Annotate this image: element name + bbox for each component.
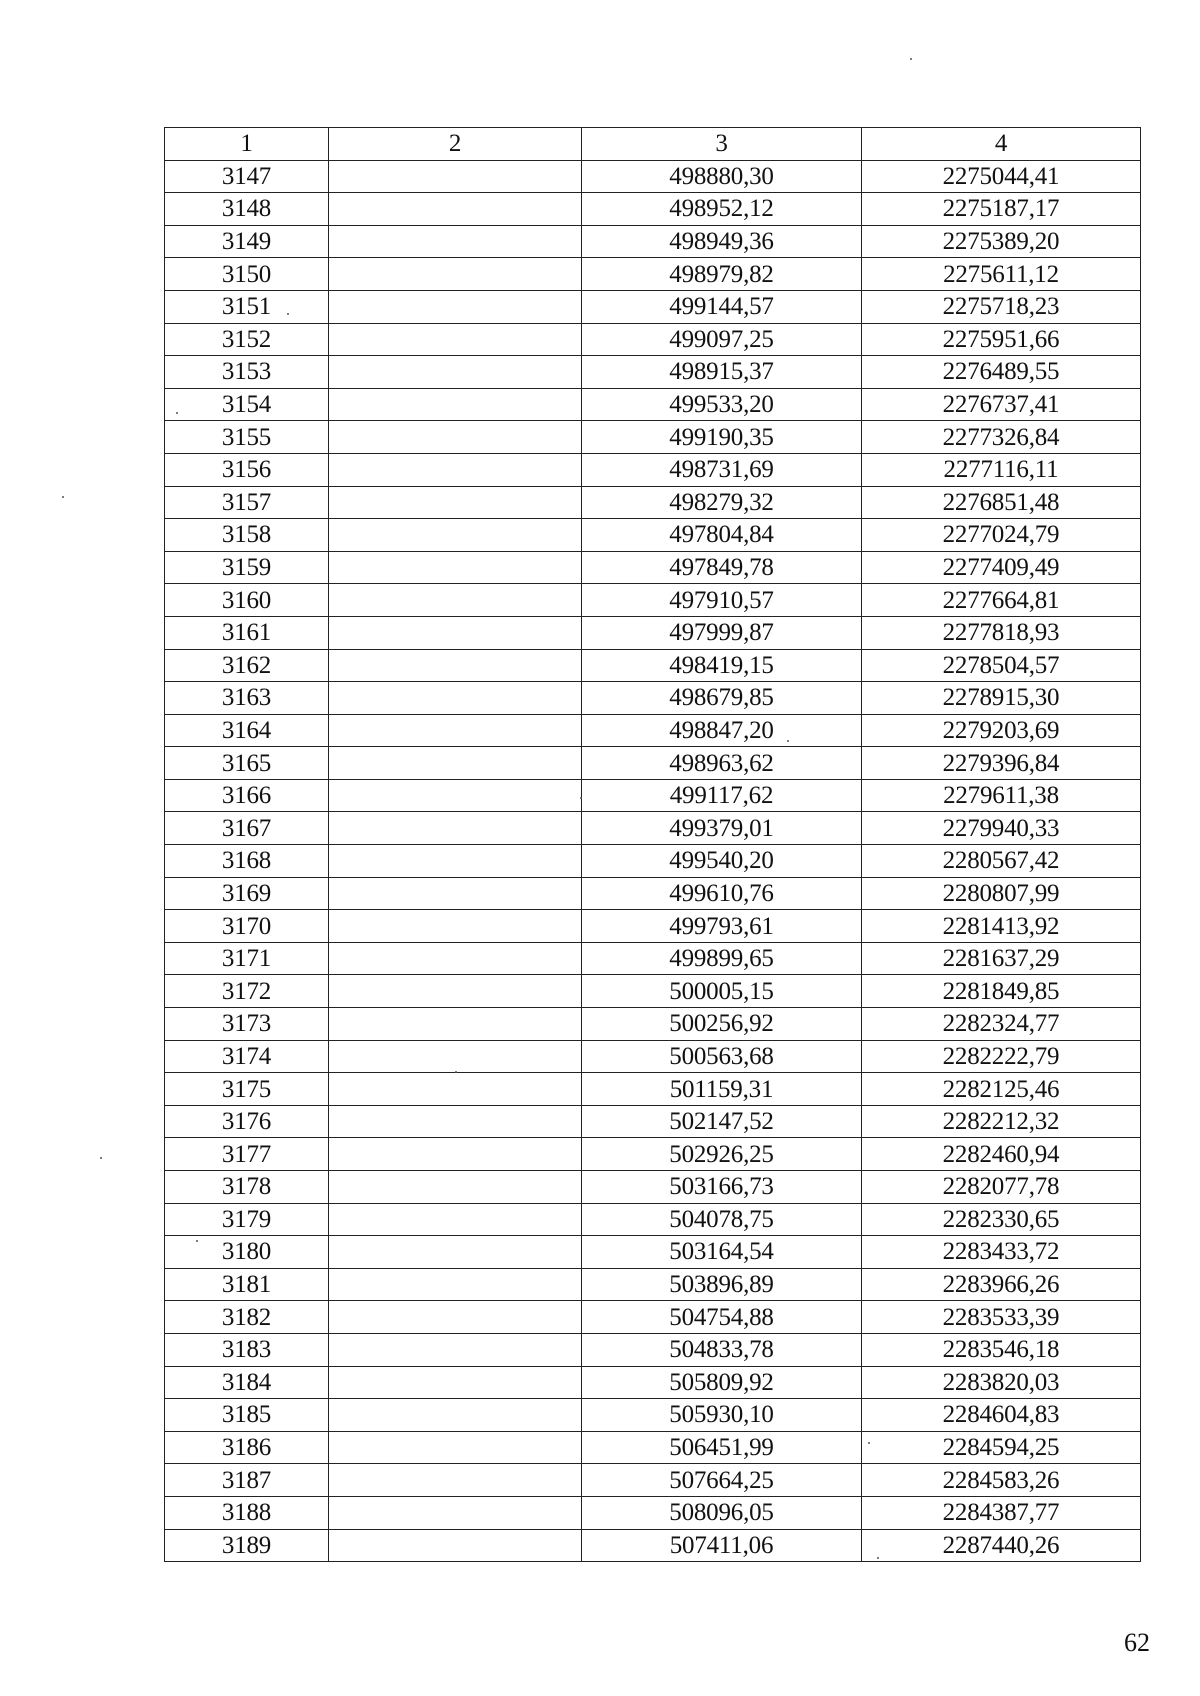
table-row bbox=[165, 747, 1141, 780]
y-coordinate-cell: 2277409,49 bbox=[862, 551, 1141, 584]
point-number-cell: 3147 bbox=[165, 160, 329, 193]
y-coordinate-cell: 2275389,20 bbox=[862, 225, 1141, 258]
point-number-cell: 3155 bbox=[165, 421, 329, 454]
column-2-cell bbox=[329, 388, 582, 421]
column-2-cell bbox=[329, 975, 582, 1008]
table-row bbox=[165, 1171, 1141, 1204]
scan-speck bbox=[62, 496, 64, 498]
point-number-cell: 3178 bbox=[165, 1171, 329, 1204]
page-number: 62 bbox=[1124, 1628, 1150, 1657]
point-number-cell: 3189 bbox=[165, 1529, 329, 1562]
x-coordinate-cell: 499190,35 bbox=[582, 421, 862, 454]
table-row bbox=[165, 877, 1141, 910]
y-coordinate-cell: 2283966,26 bbox=[862, 1268, 1141, 1301]
table-row bbox=[165, 421, 1141, 454]
column-2-cell bbox=[329, 356, 582, 389]
x-coordinate-cell: 505809,92 bbox=[582, 1366, 862, 1399]
column-2-cell bbox=[329, 453, 582, 486]
point-number-cell: 3173 bbox=[165, 1008, 329, 1041]
point-number-cell: 3175 bbox=[165, 1073, 329, 1106]
table-row bbox=[165, 1073, 1141, 1106]
scan-speck bbox=[455, 1071, 457, 1073]
point-number-cell: 3157 bbox=[165, 486, 329, 519]
column-header-3: 3 bbox=[582, 128, 862, 161]
y-coordinate-cell: 2282222,79 bbox=[862, 1040, 1141, 1073]
table-row bbox=[165, 1040, 1141, 1073]
x-coordinate-cell: 504754,88 bbox=[582, 1301, 862, 1334]
x-coordinate-cell: 499610,76 bbox=[582, 877, 862, 910]
x-coordinate-cell: 501159,31 bbox=[582, 1073, 862, 1106]
x-coordinate-cell: 499144,57 bbox=[582, 290, 862, 323]
y-coordinate-cell: 2278504,57 bbox=[862, 649, 1141, 682]
column-2-cell bbox=[329, 1073, 582, 1106]
y-coordinate-cell: 2284387,77 bbox=[862, 1496, 1141, 1529]
column-2-cell bbox=[329, 1008, 582, 1041]
point-number-cell: 3166 bbox=[165, 779, 329, 812]
x-coordinate-cell: 498949,36 bbox=[582, 225, 862, 258]
table-row bbox=[165, 845, 1141, 878]
point-number-cell: 3183 bbox=[165, 1333, 329, 1366]
y-coordinate-cell: 2277326,84 bbox=[862, 421, 1141, 454]
point-number-cell: 3187 bbox=[165, 1464, 329, 1497]
point-number-cell: 3180 bbox=[165, 1236, 329, 1269]
table-row bbox=[165, 290, 1141, 323]
table-row bbox=[165, 1333, 1141, 1366]
table-row bbox=[165, 193, 1141, 226]
y-coordinate-cell: 2282324,77 bbox=[862, 1008, 1141, 1041]
table-row bbox=[165, 975, 1141, 1008]
point-number-cell: 3179 bbox=[165, 1203, 329, 1236]
column-2-cell bbox=[329, 519, 582, 552]
column-2-cell bbox=[329, 1366, 582, 1399]
y-coordinate-cell: 2281413,92 bbox=[862, 910, 1141, 943]
y-coordinate-cell: 2276489,55 bbox=[862, 356, 1141, 389]
x-coordinate-cell: 499117,62 bbox=[582, 779, 862, 812]
point-number-cell: 3176 bbox=[165, 1105, 329, 1138]
y-coordinate-cell: 2279940,33 bbox=[862, 812, 1141, 845]
column-2-cell bbox=[329, 290, 582, 323]
point-number-cell: 3160 bbox=[165, 584, 329, 617]
y-coordinate-cell: 2277664,81 bbox=[862, 584, 1141, 617]
point-number-cell: 3170 bbox=[165, 910, 329, 943]
column-2-cell bbox=[329, 1268, 582, 1301]
x-coordinate-cell: 503896,89 bbox=[582, 1268, 862, 1301]
x-coordinate-cell: 499899,65 bbox=[582, 942, 862, 975]
y-coordinate-cell: 2284594,25 bbox=[862, 1431, 1141, 1464]
table-row bbox=[165, 1203, 1141, 1236]
column-2-cell bbox=[329, 747, 582, 780]
y-coordinate-cell: 2283820,03 bbox=[862, 1366, 1141, 1399]
column-2-cell bbox=[329, 323, 582, 356]
x-coordinate-cell: 499097,25 bbox=[582, 323, 862, 356]
x-coordinate-cell: 498279,32 bbox=[582, 486, 862, 519]
point-number-cell: 3188 bbox=[165, 1496, 329, 1529]
scan-speck bbox=[868, 1442, 870, 1444]
column-header-4: 4 bbox=[862, 128, 1141, 161]
y-coordinate-cell: 2282212,32 bbox=[862, 1105, 1141, 1138]
y-coordinate-cell: 2279396,84 bbox=[862, 747, 1141, 780]
y-coordinate-cell: 2282077,78 bbox=[862, 1171, 1141, 1204]
column-2-cell bbox=[329, 1399, 582, 1432]
x-coordinate-cell: 507664,25 bbox=[582, 1464, 862, 1497]
x-coordinate-cell: 498979,82 bbox=[582, 258, 862, 291]
column-2-cell bbox=[329, 1040, 582, 1073]
column-2-cell bbox=[329, 845, 582, 878]
point-number-cell: 3148 bbox=[165, 193, 329, 226]
table-row bbox=[165, 1105, 1141, 1138]
point-number-cell: 3149 bbox=[165, 225, 329, 258]
column-header-1: 1 bbox=[165, 128, 329, 161]
table-row bbox=[165, 1496, 1141, 1529]
scan-speck bbox=[910, 58, 912, 60]
column-2-cell bbox=[329, 1105, 582, 1138]
table-row bbox=[165, 1366, 1141, 1399]
point-number-cell: 3154 bbox=[165, 388, 329, 421]
x-coordinate-cell: 498915,37 bbox=[582, 356, 862, 389]
point-number-cell: 3169 bbox=[165, 877, 329, 910]
x-coordinate-cell: 504833,78 bbox=[582, 1333, 862, 1366]
x-coordinate-cell: 504078,75 bbox=[582, 1203, 862, 1236]
x-coordinate-cell: 498731,69 bbox=[582, 453, 862, 486]
table-row bbox=[165, 1008, 1141, 1041]
point-number-cell: 3161 bbox=[165, 616, 329, 649]
point-number-cell: 3163 bbox=[165, 682, 329, 715]
table-row bbox=[165, 779, 1141, 812]
column-header-2: 2 bbox=[329, 128, 582, 161]
column-2-cell bbox=[329, 1203, 582, 1236]
y-coordinate-cell: 2284583,26 bbox=[862, 1464, 1141, 1497]
column-2-cell bbox=[329, 1333, 582, 1366]
point-number-cell: 3181 bbox=[165, 1268, 329, 1301]
column-2-cell bbox=[329, 1464, 582, 1497]
table-row bbox=[165, 1431, 1141, 1464]
x-coordinate-cell: 498419,15 bbox=[582, 649, 862, 682]
y-coordinate-cell: 2275718,23 bbox=[862, 290, 1141, 323]
column-2-cell bbox=[329, 1171, 582, 1204]
y-coordinate-cell: 2278915,30 bbox=[862, 682, 1141, 715]
table-row bbox=[165, 682, 1141, 715]
column-2-cell bbox=[329, 616, 582, 649]
table-row bbox=[165, 388, 1141, 421]
point-number-cell: 3156 bbox=[165, 453, 329, 486]
x-coordinate-cell: 499540,20 bbox=[582, 845, 862, 878]
column-2-cell bbox=[329, 551, 582, 584]
point-number-cell: 3174 bbox=[165, 1040, 329, 1073]
point-number-cell: 3182 bbox=[165, 1301, 329, 1334]
y-coordinate-cell: 2280807,99 bbox=[862, 877, 1141, 910]
point-number-cell: 3177 bbox=[165, 1138, 329, 1171]
point-number-cell: 3158 bbox=[165, 519, 329, 552]
x-coordinate-cell: 499533,20 bbox=[582, 388, 862, 421]
x-coordinate-cell: 506451,99 bbox=[582, 1431, 862, 1464]
table-row bbox=[165, 649, 1141, 682]
point-number-cell: 3184 bbox=[165, 1366, 329, 1399]
column-2-cell bbox=[329, 714, 582, 747]
x-coordinate-cell: 498963,62 bbox=[582, 747, 862, 780]
scan-speck bbox=[287, 313, 289, 315]
table-row bbox=[165, 1268, 1141, 1301]
coordinates-table bbox=[164, 127, 1141, 1562]
table-row bbox=[165, 942, 1141, 975]
y-coordinate-cell: 2275951,66 bbox=[862, 323, 1141, 356]
x-coordinate-cell: 497849,78 bbox=[582, 551, 862, 584]
x-coordinate-cell: 499379,01 bbox=[582, 812, 862, 845]
table-row bbox=[165, 812, 1141, 845]
x-coordinate-cell: 502147,52 bbox=[582, 1105, 862, 1138]
column-2-cell bbox=[329, 1529, 582, 1562]
column-2-cell bbox=[329, 421, 582, 454]
table-row bbox=[165, 1464, 1141, 1497]
column-2-cell bbox=[329, 877, 582, 910]
x-coordinate-cell: 498847,20 bbox=[582, 714, 862, 747]
table-row bbox=[165, 1236, 1141, 1269]
y-coordinate-cell: 2275044,41 bbox=[862, 160, 1141, 193]
scan-speck bbox=[100, 1157, 102, 1159]
table-row bbox=[165, 714, 1141, 747]
y-coordinate-cell: 2279611,38 bbox=[862, 779, 1141, 812]
x-coordinate-cell: 497999,87 bbox=[582, 616, 862, 649]
point-number-cell: 3162 bbox=[165, 649, 329, 682]
y-coordinate-cell: 2281849,85 bbox=[862, 975, 1141, 1008]
x-coordinate-cell: 498952,12 bbox=[582, 193, 862, 226]
table-row bbox=[165, 453, 1141, 486]
y-coordinate-cell: 2277818,93 bbox=[862, 616, 1141, 649]
scan-speck bbox=[787, 740, 789, 742]
column-2-cell bbox=[329, 1138, 582, 1171]
x-coordinate-cell: 507411,06 bbox=[582, 1529, 862, 1562]
y-coordinate-cell: 2277116,11 bbox=[862, 453, 1141, 486]
column-2-cell bbox=[329, 193, 582, 226]
column-2-cell bbox=[329, 649, 582, 682]
y-coordinate-cell: 2282330,65 bbox=[862, 1203, 1141, 1236]
table-row bbox=[165, 323, 1141, 356]
point-number-cell: 3172 bbox=[165, 975, 329, 1008]
x-coordinate-cell: 505930,10 bbox=[582, 1399, 862, 1432]
x-coordinate-cell: 500256,92 bbox=[582, 1008, 862, 1041]
table-row bbox=[165, 356, 1141, 389]
x-coordinate-cell: 499793,61 bbox=[582, 910, 862, 943]
scan-speck bbox=[877, 1557, 879, 1559]
table-header-row bbox=[165, 128, 1141, 161]
table-row bbox=[165, 584, 1141, 617]
table-row bbox=[165, 1301, 1141, 1334]
y-coordinate-cell: 2280567,42 bbox=[862, 845, 1141, 878]
point-number-cell: 3165 bbox=[165, 747, 329, 780]
table-row bbox=[165, 616, 1141, 649]
column-2-cell bbox=[329, 1236, 582, 1269]
x-coordinate-cell: 508096,05 bbox=[582, 1496, 862, 1529]
column-2-cell bbox=[329, 225, 582, 258]
point-number-cell: 3185 bbox=[165, 1399, 329, 1432]
table-row bbox=[165, 486, 1141, 519]
table-row bbox=[165, 551, 1141, 584]
column-2-cell bbox=[329, 160, 582, 193]
y-coordinate-cell: 2275187,17 bbox=[862, 193, 1141, 226]
table-row bbox=[165, 1529, 1141, 1562]
table-row bbox=[165, 258, 1141, 291]
x-coordinate-cell: 498679,85 bbox=[582, 682, 862, 715]
y-coordinate-cell: 2275611,12 bbox=[862, 258, 1141, 291]
x-coordinate-cell: 500563,68 bbox=[582, 1040, 862, 1073]
x-coordinate-cell: 503166,73 bbox=[582, 1171, 862, 1204]
column-2-cell bbox=[329, 258, 582, 291]
point-number-cell: 3167 bbox=[165, 812, 329, 845]
y-coordinate-cell: 2283546,18 bbox=[862, 1333, 1141, 1366]
table-row bbox=[165, 160, 1141, 193]
table-row bbox=[165, 1138, 1141, 1171]
scan-speck bbox=[176, 412, 178, 414]
column-2-cell bbox=[329, 1431, 582, 1464]
point-number-cell: 3150 bbox=[165, 258, 329, 291]
y-coordinate-cell: 2281637,29 bbox=[862, 942, 1141, 975]
point-number-cell: 3159 bbox=[165, 551, 329, 584]
point-number-cell: 3153 bbox=[165, 356, 329, 389]
y-coordinate-cell: 2284604,83 bbox=[862, 1399, 1141, 1432]
column-2-cell bbox=[329, 910, 582, 943]
y-coordinate-cell: 2287440,26 bbox=[862, 1529, 1141, 1562]
table-row bbox=[165, 1399, 1141, 1432]
table-row bbox=[165, 519, 1141, 552]
x-coordinate-cell: 497804,84 bbox=[582, 519, 862, 552]
point-number-cell: 3171 bbox=[165, 942, 329, 975]
table-row bbox=[165, 910, 1141, 943]
y-coordinate-cell: 2282125,46 bbox=[862, 1073, 1141, 1106]
y-coordinate-cell: 2283433,72 bbox=[862, 1236, 1141, 1269]
column-2-cell bbox=[329, 682, 582, 715]
point-number-cell: 3151 bbox=[165, 290, 329, 323]
column-2-cell bbox=[329, 486, 582, 519]
y-coordinate-cell: 2277024,79 bbox=[862, 519, 1141, 552]
column-2-cell bbox=[329, 942, 582, 975]
x-coordinate-cell: 498880,30 bbox=[582, 160, 862, 193]
table-row bbox=[165, 225, 1141, 258]
column-2-cell bbox=[329, 812, 582, 845]
x-coordinate-cell: 497910,57 bbox=[582, 584, 862, 617]
point-number-cell: 3152 bbox=[165, 323, 329, 356]
y-coordinate-cell: 2276737,41 bbox=[862, 388, 1141, 421]
y-coordinate-cell: 2279203,69 bbox=[862, 714, 1141, 747]
point-number-cell: 3164 bbox=[165, 714, 329, 747]
x-coordinate-cell: 500005,15 bbox=[582, 975, 862, 1008]
x-coordinate-cell: 502926,25 bbox=[582, 1138, 862, 1171]
table-body bbox=[165, 160, 1141, 1562]
point-number-cell: 3186 bbox=[165, 1431, 329, 1464]
column-2-cell bbox=[329, 779, 582, 812]
scan-speck bbox=[580, 797, 582, 799]
column-2-cell bbox=[329, 1496, 582, 1529]
point-number-cell: 3168 bbox=[165, 845, 329, 878]
y-coordinate-cell: 2283533,39 bbox=[862, 1301, 1141, 1334]
column-2-cell bbox=[329, 584, 582, 617]
scan-speck bbox=[196, 1240, 198, 1242]
x-coordinate-cell: 503164,54 bbox=[582, 1236, 862, 1269]
y-coordinate-cell: 2282460,94 bbox=[862, 1138, 1141, 1171]
y-coordinate-cell: 2276851,48 bbox=[862, 486, 1141, 519]
column-2-cell bbox=[329, 1301, 582, 1334]
